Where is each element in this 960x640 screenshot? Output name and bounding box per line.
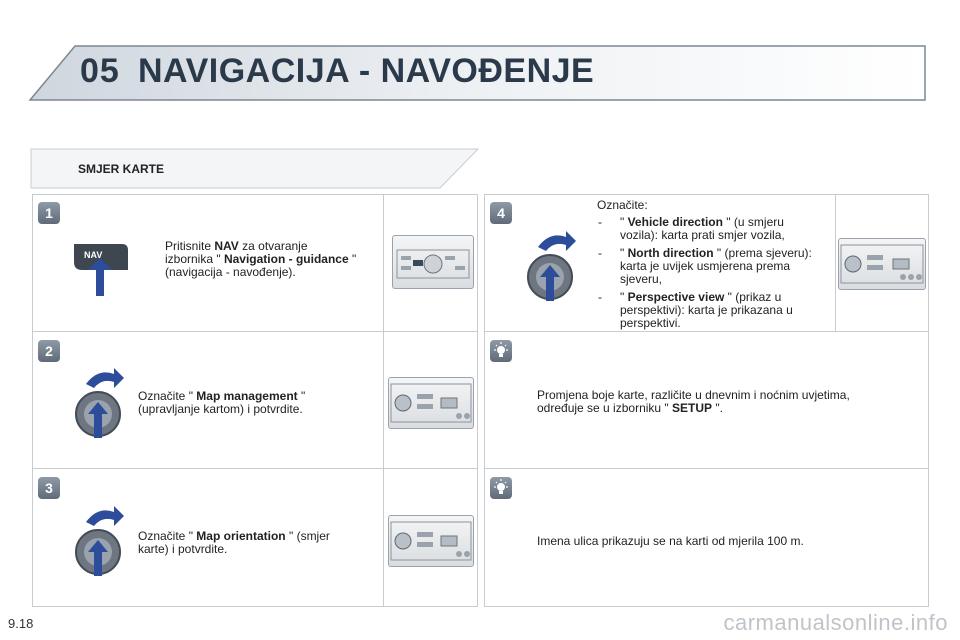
radio-unit-illustration <box>388 515 474 567</box>
option-north-direction: - " North direction " (prema sjeveru): karta je uvijek usmjerena prema sjeveru, <box>598 246 812 286</box>
radio-unit-illustration <box>392 235 474 289</box>
rotary-knob-icon <box>70 362 130 442</box>
step-3-text: Označite " Map orientation " (smjer karte) i potvrdite. <box>138 529 330 556</box>
watermark: carmanualsonline.info <box>723 610 948 635</box>
tip-street-names: Imena ulica prikazuju se na karti od mjerila 100 m. <box>537 534 804 548</box>
section-title: SMJER KARTE <box>78 162 165 176</box>
row-divider <box>484 468 928 469</box>
lightbulb-icon <box>490 340 512 362</box>
row-divider <box>32 468 477 469</box>
rotary-knob-icon <box>522 225 582 305</box>
step-4-intro: Označite: <box>597 198 648 212</box>
nav-button-label: NAV <box>84 250 103 260</box>
chapter-number: 05 <box>80 52 120 90</box>
column-divider <box>383 194 384 606</box>
radio-unit-illustration <box>388 377 474 429</box>
option-vehicle-direction: - " Vehicle direction " (u smjeru vozila): karta prati smjer vozila, <box>598 215 785 242</box>
orientation-options-list <box>594 216 834 335</box>
page-number: 9.18 <box>8 616 34 631</box>
step-4-badge: 4 <box>490 202 512 224</box>
step-2-badge: 2 <box>38 340 60 362</box>
row-divider <box>32 331 477 332</box>
radio-unit-illustration <box>838 238 926 290</box>
step-1-text: Pritisnite NAV za otvaranje izbornika " Navigation - guidance " (navigacija - navođenje). <box>165 239 357 279</box>
column-divider <box>835 194 836 332</box>
lightbulb-icon <box>490 477 512 499</box>
option-perspective-view: - " Perspective view " (prikaz u perspektivi): karta je prikazana u perspektivi. <box>598 290 793 330</box>
nav-button-icon <box>72 240 132 300</box>
step-3-badge: 3 <box>38 477 60 499</box>
step-2-text: Označite " Map management " (upravljanje kartom) i potvrdite. <box>138 389 306 416</box>
step-1-badge: 1 <box>38 202 60 224</box>
tip-map-colour: Promjena boje karte, različite u dnevnim i noćnim uvjetima, određuje se u izborniku " SETUP ". <box>537 388 850 415</box>
chapter-title: NAVIGACIJA - NAVOĐENJE <box>138 52 595 90</box>
rotary-knob-icon <box>70 500 130 580</box>
